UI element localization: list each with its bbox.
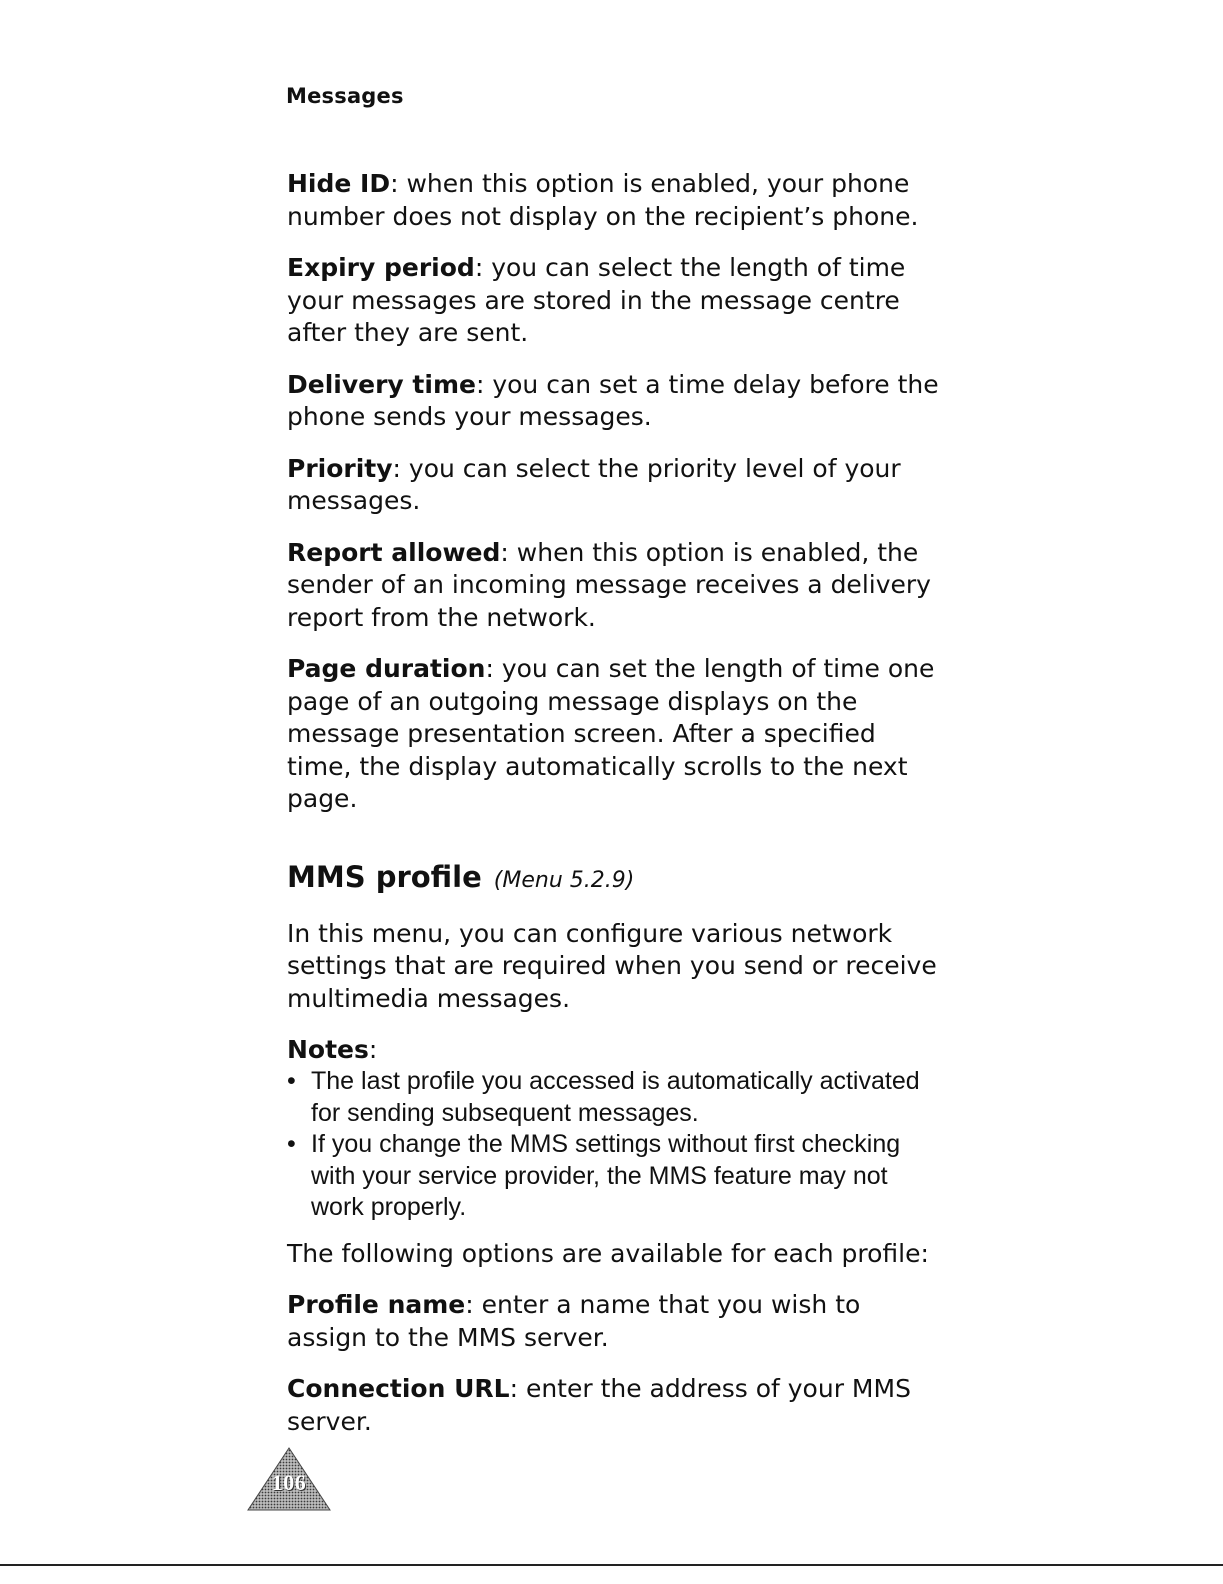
section-header: Messages [286,84,404,108]
option-term: Connection URL [287,1374,510,1403]
setting-term: Page duration [287,654,486,683]
setting-term: Expiry period [287,253,475,282]
setting-expiry-period [287,252,947,350]
mms-profile-heading [287,859,947,899]
setting-report-allowed [287,537,947,635]
setting-hide-id [287,168,947,233]
setting-term: Priority [287,453,393,483]
setting-delivery-time [287,369,947,434]
setting-term: Delivery time [287,369,476,399]
setting-term: Report allowed [287,537,501,567]
option-term: Profile name [287,1290,466,1319]
note-item: • The last profile you accessed is automatically activated for sending subsequent messages. [287,1066,947,1129]
notes-list [287,1066,947,1224]
setting-priority [287,453,947,518]
option-description: : enter the address of your MMS server. [287,1374,911,1436]
option-description: : enter a name that you wish to assign to the MMS server. [287,1290,861,1352]
setting-page-duration [287,653,947,816]
setting-description: : you can select the priority level of your messages. [287,453,901,515]
bottom-divider [0,1564,1223,1566]
page-number: 106 [271,1470,307,1495]
options-intro: The following options are available for each profile: [287,1238,929,1268]
spacer [287,835,947,859]
mms-intro: In this menu, you can configure various network settings that are required when you send or receive multimedia messages. [287,918,937,1013]
note-item: • If you change the MMS settings without first checking with your service provider, the MMS feature may not work properly. [287,1129,947,1224]
notes-title [287,1034,947,1066]
heading-title: MMS profile [287,859,482,894]
setting-description: : when this option is enabled, your phone number does not display on the recipient’s phone. [287,169,919,231]
notes-label: Notes [287,1035,369,1064]
page-content [287,168,947,1457]
notes-colon: : [368,1035,378,1064]
setting-description: : you can set the length of time one page of an outgoing message displays on the message presentation screen. After a specified time, the display automatically scrolls to the next page. [287,654,935,813]
setting-description: : you can set a time delay before the phone sends your messages. [287,369,939,431]
menu-reference: (Menu 5.2.9) [493,867,635,893]
setting-description: : when this option is enabled, the sender of an incoming message receives a delivery report from the network. [287,537,931,632]
option-profile-name [287,1289,947,1354]
setting-term: Hide ID [287,169,391,198]
setting-description: : you can select the length of time your messages are stored in the message centre after they are sent. [287,253,906,347]
page-number-badge [246,1446,332,1512]
option-connection-url [287,1373,947,1438]
